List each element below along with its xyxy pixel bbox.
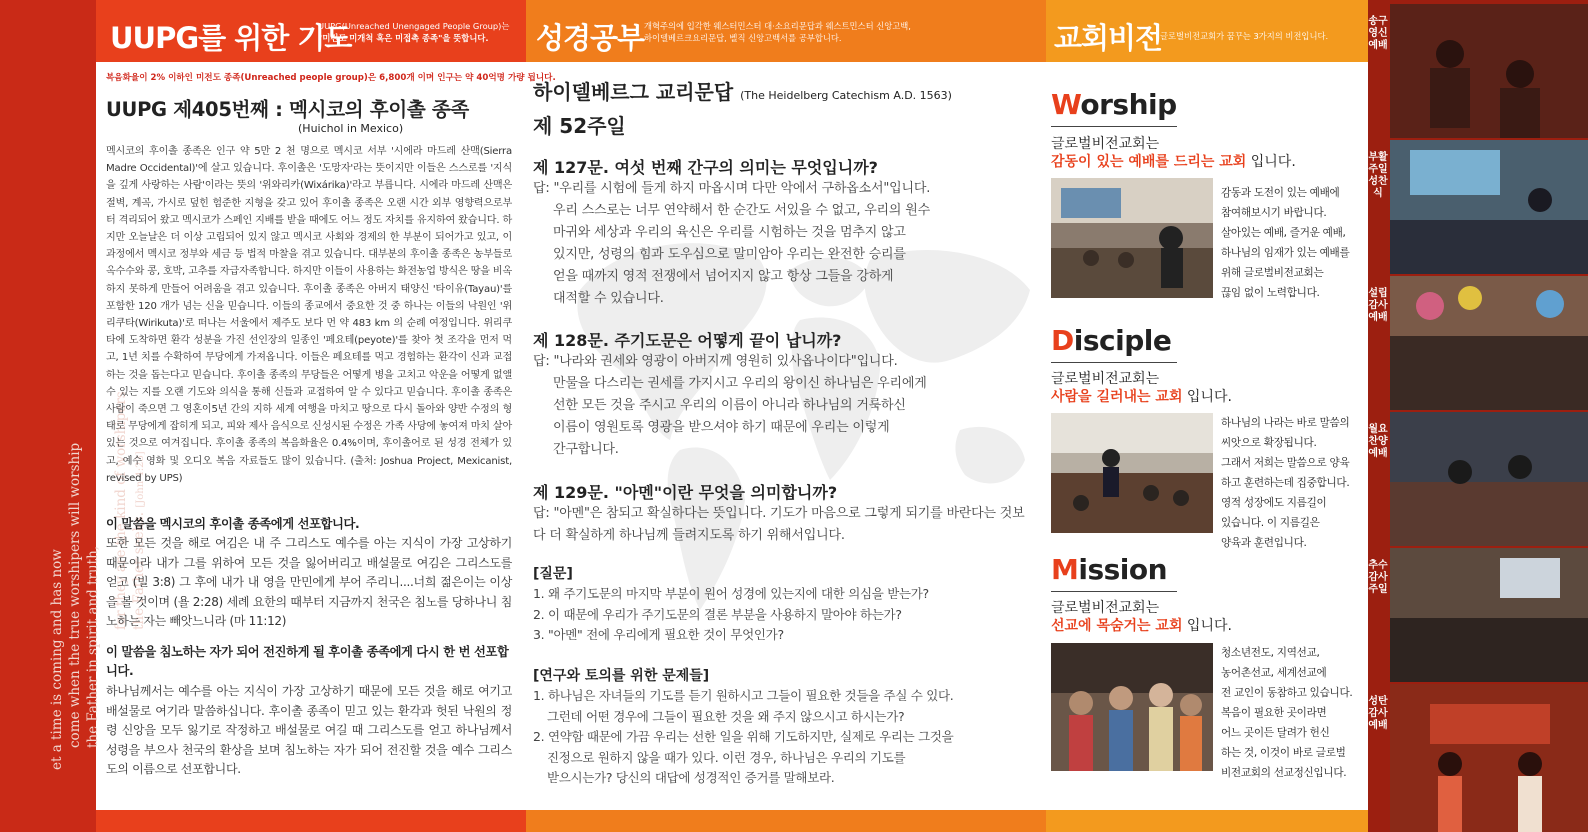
- uupg-header-title: UUPG를 위한 기도: [110, 21, 352, 55]
- uupg-header: [96, 0, 526, 62]
- answer-line: 다 더 확실하게 하나님께 들려지도록 하기 위해서입니다.: [533, 528, 845, 543]
- desc-line: 하는 것, 이것이 바로 글로벌: [1221, 747, 1346, 759]
- bible-header: [526, 0, 1046, 62]
- bible-header-title: 성경공부: [536, 21, 645, 55]
- vision-highlight: 사람을 길러내는 교회: [1051, 389, 1183, 405]
- verse-line: the Father in spirit and truth,: [85, 545, 101, 748]
- vision-highlight: 감동이 있는 예배를 드리는 교회: [1051, 154, 1247, 170]
- answer-line: 얻을 때까지 영적 전쟁에서 넘어지지 않고 항상 그들을 강하게: [553, 269, 894, 284]
- photo-item: [1368, 4, 1588, 138]
- vision-disciple-line2: [1051, 386, 1232, 406]
- desc-line: 전 교인이 동참하고 있습니다.: [1221, 687, 1353, 699]
- vision-mission-title: [1051, 553, 1167, 586]
- question-129: 제 129문. "아멘"이란 무엇을 의미합니까?: [533, 483, 838, 502]
- desc-line: 비전교회의 선교정신입니다.: [1221, 767, 1347, 779]
- worship-photo: [1051, 178, 1213, 298]
- desc-line: 하나님의 임재가 있는 예배를: [1221, 247, 1350, 259]
- footer-bar-3: [1046, 810, 1382, 832]
- disciple-photo: [1051, 413, 1213, 533]
- uupg-heading-2: 이 말씀을 침노하는 자가 되어 전진하게 될 후이촐 종족에게 다시 한 번 선포합니다.: [106, 645, 509, 678]
- uupg-header-sub2: "미전도 미개척 혹은 미접촉 종족"을 뜻합니다.: [318, 33, 489, 43]
- uupg-title: UUPG 제405번째 : 멕시코의 후이촐 종족: [106, 98, 469, 121]
- vision-header-title: 교회비전: [1054, 21, 1163, 55]
- uupg-body: 멕시코의 후이촐 종족은 인구 약 5만 2 천 명으로 멕시코 서부 '시에라 마드레 산맥(Sierra Madre Occidental)'에 살고 있습니다. 후이촐은 '도망자'라는 뜻이지만 이들은 스스로를 '지식을 깊게 사랑하는 사람'이라는 뜻의 '위와리카(Wixárika)'라고 부릅니다. 시에라 마드레 산맥은 절벽, 계곡, 가시로 덮힌 험준한 지형을 갖고 있어 후이촐 종족은 오랜 시간 외부 영향력으로부터 격리되어 왔고 멕시코가 스페인 지배를 받을 때에도 어느 정도 자치를 유지하여 왔습니다. 하지만 오늘날은 더 이상 고립되어 있지 않고 멕시코 사회와 경제의 한 부분이 되어가고 있고, 이 과정에서 멕시코 정부와 세금 등 법적 마찰을 겪고 있습니다. 대부분의 후이촐 종족은 농부들로 옥수수와 콩, 호박, 고추를 자급자족합니다. 하지만 이들이 사용하는 화전농업 방식은 땅을 비옥하지 못하게 만들어 어려움을 겪고 있습니다. 후이촐 종족은 아버지 태양신 '타이유(Tayau)'를 포함한 120 개가 넘는 신을 믿습니다. 이들의 종교에서 중요한 것 중 하나는 이들의 낙원인 '위리쿠타(Wirikuta)'로 떠나는 서울에서 제주도 보다 먼 약 483 km 의 순례 여정입니다. 위리쿠타에 도착하면 환각 성분을 가진 선인장의 일종인 '페요테(peyote)'를 찾아 첫 조각을 먼저 먹고, 1년 치를 수확하여 무당에게 가져옵니다. 이들은 페요테를 먹고 경험하는 환각이 신과 교접하는 것을 돕는다고 믿습니다. 후이촐 종족의 무당들은 어떻게 병을 고치고 악운을 어떻게 없앨 수 있는 지를 오랜 기도와 의식을 통해 신들과 교접하여 알 수 있다고 믿습니다. 후이촐 종족은 사람이 죽으면 그 영혼이5년 간의 지하 세계 여행을 마치고 땅으로 다시 돌아와 양반 수정의 형태로 무당에게 잡히게 되고, 피와 제사 음식으로 신성시된 수정은 가족 사당에 놓여져 마치 살아 있는 것으로 여겨집니다. 후이촐 종족의 복음화율은 0.4%이며, 후이촐어로 된 성경 전체가 있고, 예수 영화 및 오디오 복음 자료들도 많이 있습니다. (출처: Joshua Project, Mexicanist, revised by UPS): [106, 146, 512, 484]
- photo-image: [1390, 548, 1588, 682]
- discussion-line: 1. 하나님은 자녀들의 기도를 듣기 원하시고 그들이 필요한 것들을 주실 수 있다.: [533, 688, 954, 703]
- vision-worship-title: [1051, 88, 1177, 121]
- title-underline: [1051, 126, 1177, 127]
- answer-127: [533, 178, 1039, 310]
- vision-header-sub: 글로벌비전교회가 꿈꾸는 3가지의 비전입니다.: [1160, 31, 1329, 41]
- photo-item: [1368, 684, 1588, 832]
- discussion-line: 진정으로 원하지 않을 때가 있다. 이런 경우, 하나님은 우리의 기도를: [547, 749, 906, 765]
- questions-heading: [질문]: [533, 566, 573, 582]
- title-rest: orship: [1080, 88, 1177, 121]
- side-verse: [0, 0, 147, 832]
- desc-line: 끊임 없이 노력합니다.: [1221, 287, 1320, 299]
- verse-ref: [John 4:23]: [135, 451, 146, 508]
- vision-disciple-title: [1051, 324, 1171, 357]
- answer-line: 선한 모든 것을 주시고 우리의 이름이 아니라 하나님의 거룩하신: [553, 398, 906, 413]
- desc-line: 살아있는 예배, 즐거운 예배,: [1221, 227, 1346, 239]
- desc-line: 어느 곳이든 달려가 헌신: [1221, 727, 1330, 739]
- disciple-desc: [1221, 413, 1359, 553]
- desc-line: 하나님의 나라는 바로 말씀의: [1221, 417, 1350, 429]
- vision-header: [1046, 0, 1382, 62]
- photo-label: 추수감사주일: [1368, 560, 1388, 595]
- question-item: 2. 이 때문에 우리가 주기도문의 결론 부분을 사용하지 말아야 하는가?: [533, 606, 902, 622]
- answer-line: 대적할 수 있습니다.: [553, 291, 664, 306]
- vision-worship-line2: [1051, 151, 1296, 171]
- answer-line: 있지만, 성령의 힘과 도우심으로 말미암아 우리는 완전한 승리를: [553, 247, 906, 262]
- photo-item: [1368, 276, 1588, 410]
- uupg-heading-1: 이 말씀을 멕시코의 후이촐 종족에게 선포합니다.: [106, 517, 360, 531]
- vision-worship-line1: 글로벌비전교회는: [1051, 136, 1160, 152]
- title-initial: D: [1051, 324, 1074, 357]
- photo-label: 부활주일 성찬식: [1368, 152, 1388, 199]
- mission-photo: [1051, 643, 1213, 771]
- photo-label: 설립감사예배: [1368, 288, 1388, 323]
- desc-line: 하고 훈련하는데 집중합니다.: [1221, 477, 1350, 489]
- discussion-list: [533, 686, 1039, 789]
- bible-header-sub1: 개혁주의에 입각한 웨스터민스터 대·소요리문답과 웨스트민스터 신앙고백,: [644, 21, 911, 31]
- photo-item: [1368, 140, 1588, 274]
- mission-desc: [1221, 643, 1359, 783]
- discussion-line: 2. 연약함 때문에 가끔 우리는 선한 일을 위해 기도하지만, 실제로 우리는 그것을: [533, 729, 954, 744]
- photo-strip: [1368, 0, 1588, 832]
- desc-line: 그래서 저희는 말씀으로 양육: [1221, 457, 1350, 469]
- answer-line: 답: "우리를 시험에 들게 하지 마옵시며 다만 악에서 구하옵소서"입니다.: [533, 181, 931, 196]
- answer-line: 만물을 다스리는 권세를 가지시고 우리의 왕이신 하나님은 우리에게: [553, 376, 927, 391]
- vision-mission-line1: 글로벌비전교회는: [1051, 600, 1160, 616]
- vision-highlight: 선교에 목숨거는 교회: [1051, 618, 1183, 634]
- uupg-paragraph-2: 하나님께서는 예수를 아는 지식이 가장 고상하기 때문에 모든 것을 해로 여기고 배설물로 여기라 말씀하십니다. 후이촐 종족이 믿고 있는 환각과 헛된 낙원의 정령 신앙을 모두 잃기로 작정하고 배설물로 여길 때 그리스도를 얻고 하나님께서 성령을 부으사 천국의 환상을 보며 침노하는 자가 되어 전진할 것을 예수 그리스도의 이름으로 선포합니다.: [106, 684, 512, 777]
- title-initial: M: [1051, 553, 1079, 586]
- verse-line: come when the true worshipers will worship: [67, 442, 83, 748]
- uupg-paragraph-1: 또한 모든 것을 해로 여김은 내 주 그리스도 예수를 아는 지식이 가장 고상하기 때문이라 내가 그를 위하여 모든 것을 잃어버리고 배설물로 여김은 그리스도를 얻고 (빌 3:8) 그 후에 내가 내 영을 만민에게 부어 주리니....너희 젊은이는 이상을 볼 것이며 (욜 2:28) 세례 요한의 때부터 지금까지 천국은 침노를 당하나니 침노하는 자는 빼앗느니라 (마 11:12): [106, 536, 512, 629]
- vision-suffix: 입니다.: [1182, 618, 1232, 634]
- title-underline: [1051, 362, 1177, 363]
- verse-line: for they are the kind of worshipers: [113, 391, 129, 630]
- answer-line: 이름이 영원토록 영광을 받으셔야 하기 때문에 우리는 이렇게: [553, 420, 890, 435]
- vision-suffix: 입니다.: [1182, 389, 1232, 405]
- photo-image: [1390, 684, 1588, 832]
- uupg-subtitle: (Huichol in Mexico): [298, 122, 404, 135]
- answer-line: 간구합니다.: [553, 442, 619, 457]
- title-underline: [1051, 591, 1177, 592]
- verse-line: et a time is coming and has now: [49, 549, 65, 770]
- discussion-line: 그런데 어떤 경우에 그들이 필요한 것을 왜 주지 않으시고 하시는가?: [547, 708, 905, 724]
- desc-line: 있습니다. 이 지름길은: [1221, 517, 1320, 529]
- vision-mission-line2: [1051, 615, 1232, 635]
- desc-line: 농어촌선교, 세계선교에: [1221, 667, 1327, 679]
- answer-128: [533, 351, 1039, 461]
- title-rest: isciple: [1073, 324, 1172, 357]
- desc-line: 복음이 필요한 곳이라면: [1221, 707, 1327, 719]
- worship-desc: [1221, 183, 1359, 303]
- question-128: 제 128문. 주기도문은 어떻게 끝이 납니까?: [533, 331, 842, 350]
- discussion-line: 받으시는가? 당신의 대답에 성경적인 증거를 말해보라.: [547, 770, 835, 785]
- answer-line: 마귀와 세상과 우리의 육신은 우리를 시험하는 것을 멈추지 않고: [553, 225, 906, 240]
- desc-line: 참여해보시기 바랍니다.: [1221, 207, 1327, 219]
- desc-line: 위해 글로벌비전교회는: [1221, 267, 1324, 279]
- photo-item: [1368, 412, 1588, 546]
- answer-129: [533, 503, 1039, 547]
- discussion-heading: [연구와 토의를 위한 문제들]: [533, 668, 710, 684]
- catechism-title-text: 하이델베르그 교리문답: [533, 80, 734, 104]
- vision-suffix: 입니다.: [1246, 154, 1296, 170]
- title-initial: W: [1051, 88, 1081, 121]
- photo-image: [1390, 412, 1588, 546]
- verse-line: the Father seeks.: [131, 511, 147, 630]
- footer-bar-1: [96, 810, 526, 832]
- photo-label: 성탄감사예배: [1368, 696, 1388, 731]
- questions-list: [533, 584, 1039, 646]
- desc-line: 씨앗으로 확장됩니다.: [1221, 437, 1317, 449]
- question-item: 1. 왜 주기도문의 마지막 부분이 원어 성경에 있는지에 대한 의심을 받는가?: [533, 586, 929, 601]
- photo-image: [1390, 276, 1588, 410]
- answer-line: 답: "아멘"은 참되고 확실하다는 뜻입니다. 기도가 마음으로 그렇게 되기를 바란다는 것보: [533, 506, 1025, 521]
- catechism-title-eng: (The Heidelberg Catechism A.D. 1563): [740, 89, 952, 102]
- answer-line: 답: "나라와 권세와 영광이 아버지께 영원히 있사옵나이다"입니다.: [533, 354, 898, 369]
- photo-item: [1368, 548, 1588, 682]
- desc-line: 영적 성장에도 지름길이: [1221, 497, 1327, 509]
- catechism-week: 제 52주일: [533, 114, 626, 138]
- title-rest: ission: [1078, 553, 1168, 586]
- desc-line: 감동과 도전이 있는 예배에: [1221, 187, 1340, 199]
- photo-label: 월요찬양예배: [1368, 424, 1388, 459]
- footer-bar-2: [526, 810, 1046, 832]
- vision-disciple-line1: 글로벌비전교회는: [1051, 371, 1160, 387]
- photo-label: 송구영신예배: [1368, 16, 1388, 51]
- bible-header-sub2: 하이델베르크요리문답, 벨직 신앙고백서를 공부합니다.: [644, 33, 842, 43]
- photo-image: [1390, 4, 1588, 138]
- question-127: 제 127문. 여섯 번째 간구의 의미는 무엇입니까?: [533, 158, 878, 177]
- desc-line: 양육과 훈련입니다.: [1221, 537, 1307, 549]
- catechism-title: [533, 76, 952, 105]
- photo-image: [1390, 140, 1588, 274]
- question-item: 3. "아멘" 전에 우리에게 필요한 것이 무엇인가?: [533, 627, 784, 642]
- desc-line: 청소년전도, 지역선교,: [1221, 647, 1320, 659]
- uupg-header-sub1: UUPG(Unreached Unengaged People Group)는: [318, 21, 510, 31]
- uupg-note: 복음화율이 2% 이하인 미전도 종족(Unreached people group)은 6,800개 이며 인구는 약 40억명 가량 됩니다.: [106, 73, 556, 83]
- answer-line: 우리 스스로는 너무 연약해서 한 순간도 서있을 수 없고, 우리의 원수: [553, 203, 930, 218]
